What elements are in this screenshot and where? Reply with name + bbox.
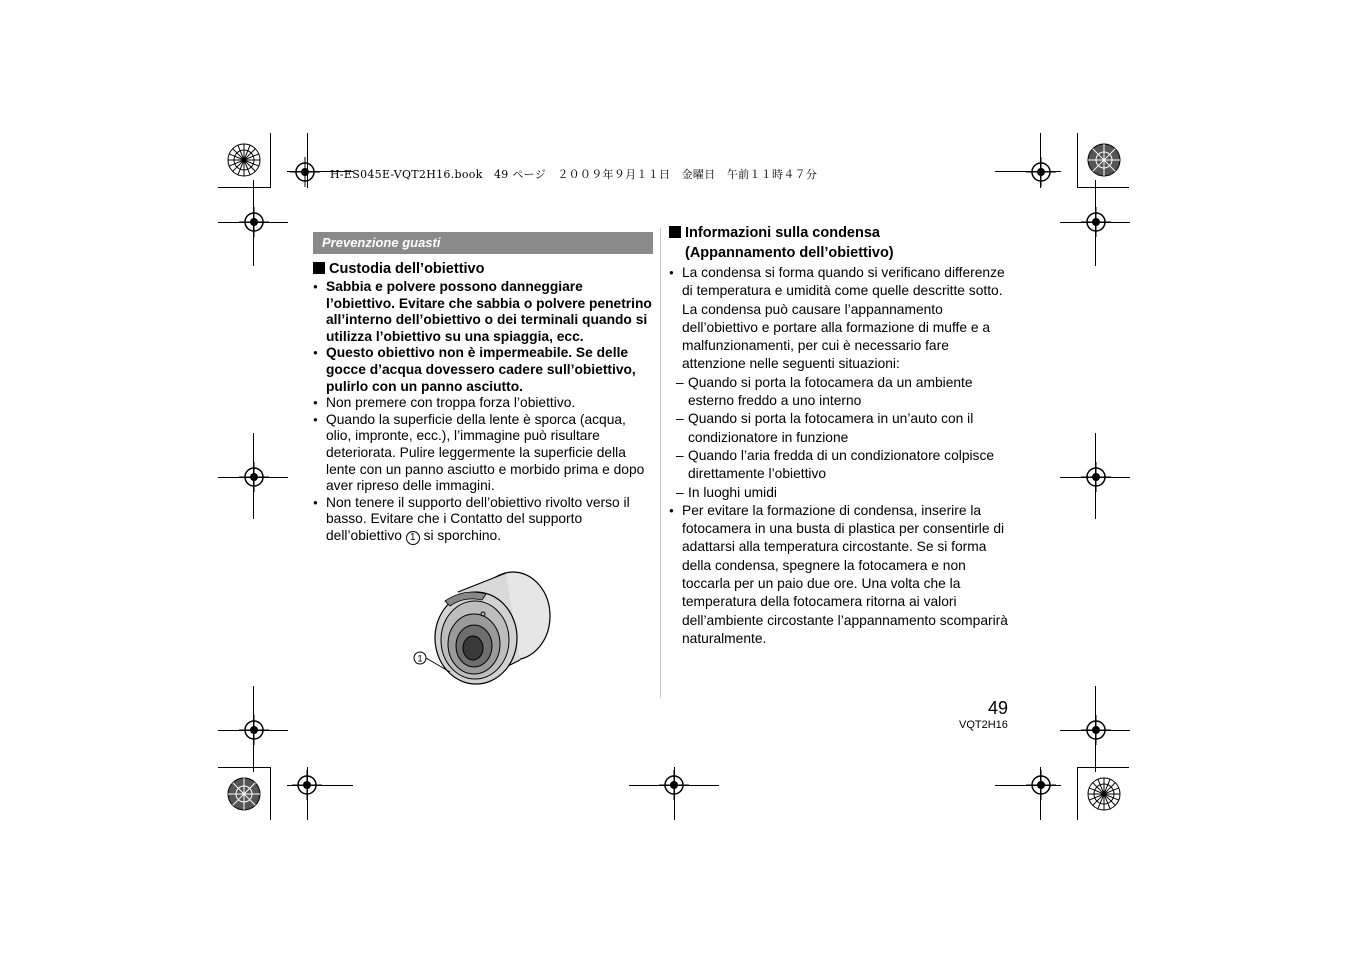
list-item: ● Questo obiettivo non è impermeabile. Se delle gocce d’acqua dovessero cadere sull’obiettivo, pulirlo con un panno asciutto.	[313, 345, 653, 395]
crop-line	[1095, 686, 1096, 772]
print-header: H-ES045E-VQT2H16.book 49 ページ ２００９年９月１１日 金曜日 午前１１時４７分	[330, 168, 818, 181]
crop-line	[995, 785, 1061, 786]
list-item-text: Non tenere il supporto dell’obiettivo rivolto verso il basso. Evitare che i Contatto del supporto dell’obiettivo	[326, 494, 630, 543]
crop-line	[1040, 133, 1041, 188]
square-bullet-icon	[313, 262, 325, 274]
crop-line	[253, 686, 254, 772]
list-item-case: – In luoghi umidi	[669, 484, 1009, 502]
square-bullet-icon	[669, 226, 681, 238]
starburst-mark-icon	[1087, 777, 1121, 811]
section-title: Prevenzione guasti	[313, 232, 653, 254]
crop-line	[270, 133, 271, 188]
crop-line	[218, 477, 288, 478]
registration-mark-icon	[290, 157, 320, 187]
list-item-case: – Quando si porta la fotocamera da un ambiente esterno freddo a uno interno	[669, 374, 1009, 411]
starburst-mark-icon	[227, 143, 261, 177]
heading-condensation-sub: (Appannamento dell’obiettivo)	[685, 245, 894, 261]
heading-condensation	[669, 224, 880, 242]
crop-line	[218, 730, 288, 731]
lens-illustration	[408, 568, 558, 690]
crop-line	[270, 767, 271, 820]
list-item-text-end: si sporchino.	[419, 527, 502, 543]
list-item: ● Per evitare la formazione di condensa, inserire la fotocamera in una busta di plastica per consentirle di adattarsi alla temperatura circostante. Se si forma della condensa, spegnere la fotocamera e non toccarla per un paio due ore. Una volta che la temperatura della fotocamera ritorna ai valori dell’ambiente circostante l’appannamento scomparirà naturalmente.	[669, 502, 1009, 648]
lens-care-list	[313, 279, 653, 545]
crop-line	[253, 180, 254, 266]
column-divider	[660, 228, 661, 698]
heading-lens-care	[313, 260, 484, 278]
crop-line	[1095, 180, 1096, 266]
list-item-case: – Quando si porta la fotocamera in un’auto con il condizionatore in funzione	[669, 410, 1009, 447]
crop-line	[1077, 767, 1129, 768]
crop-line	[1060, 477, 1130, 478]
model-code: VQT2H16	[959, 719, 1008, 731]
crop-line	[307, 767, 308, 820]
list-item	[313, 495, 653, 545]
crop-line	[1077, 187, 1129, 188]
registration-mark-icon	[1026, 157, 1056, 187]
crop-line	[629, 785, 719, 786]
page-number: 49	[988, 698, 1009, 718]
list-item: ● Quando la superficie della lente è sporca (acqua, olio, impronte, ecc.), l’immagine può risultare deteriorata. Pulire leggermente la superficie della lente con un panno asciutto e morbido prima e dopo aver ripreso delle immagini.	[313, 412, 653, 495]
crop-line	[1060, 222, 1130, 223]
starburst-mark-icon	[227, 777, 261, 811]
crop-line	[218, 187, 270, 188]
crop-line	[1077, 133, 1078, 188]
crop-line	[674, 767, 675, 820]
heading-lens-care-text: Custodia dell’obiettivo	[329, 261, 485, 277]
crop-line	[1095, 433, 1096, 519]
crop-line	[1040, 767, 1041, 820]
starburst-mark-icon	[1087, 143, 1121, 177]
crop-line	[1077, 767, 1078, 820]
callout-number: 1	[406, 531, 420, 545]
figure-callout: 1	[417, 653, 423, 664]
crop-line	[307, 133, 308, 188]
list-item: ● Sabbia e polvere possono danneggiare l’obiettivo. Evitare che sabbia o polvere penetrino all’interno dell’obiettivo o dei terminali quando si utilizza l’obiettivo su una spiaggia, ecc.	[313, 279, 653, 345]
crop-line	[287, 785, 353, 786]
crop-line	[253, 433, 254, 519]
list-item: ● Non premere con troppa forza l’obiettivo.	[313, 395, 653, 412]
condensation-list	[669, 264, 1009, 648]
list-item: ● La condensa si forma quando si verificano differenze di temperatura e umidità come quelle descritte sotto. La condensa può causare l’appannamento dell’obiettivo e portare alla formazione di muffe e a malfunzionamenti, per cui è necessario fare attenzione nelle seguenti situazioni:	[669, 264, 1009, 374]
crop-line	[1060, 730, 1130, 731]
crop-line	[218, 767, 270, 768]
crop-line	[218, 222, 288, 223]
crop-line	[995, 171, 1061, 172]
heading-condensation-line1: Informazioni sulla condensa	[685, 225, 880, 241]
list-item-case: – Quando l’aria fredda di un condizionatore colpisce direttamente l’obiettivo	[669, 447, 1009, 484]
